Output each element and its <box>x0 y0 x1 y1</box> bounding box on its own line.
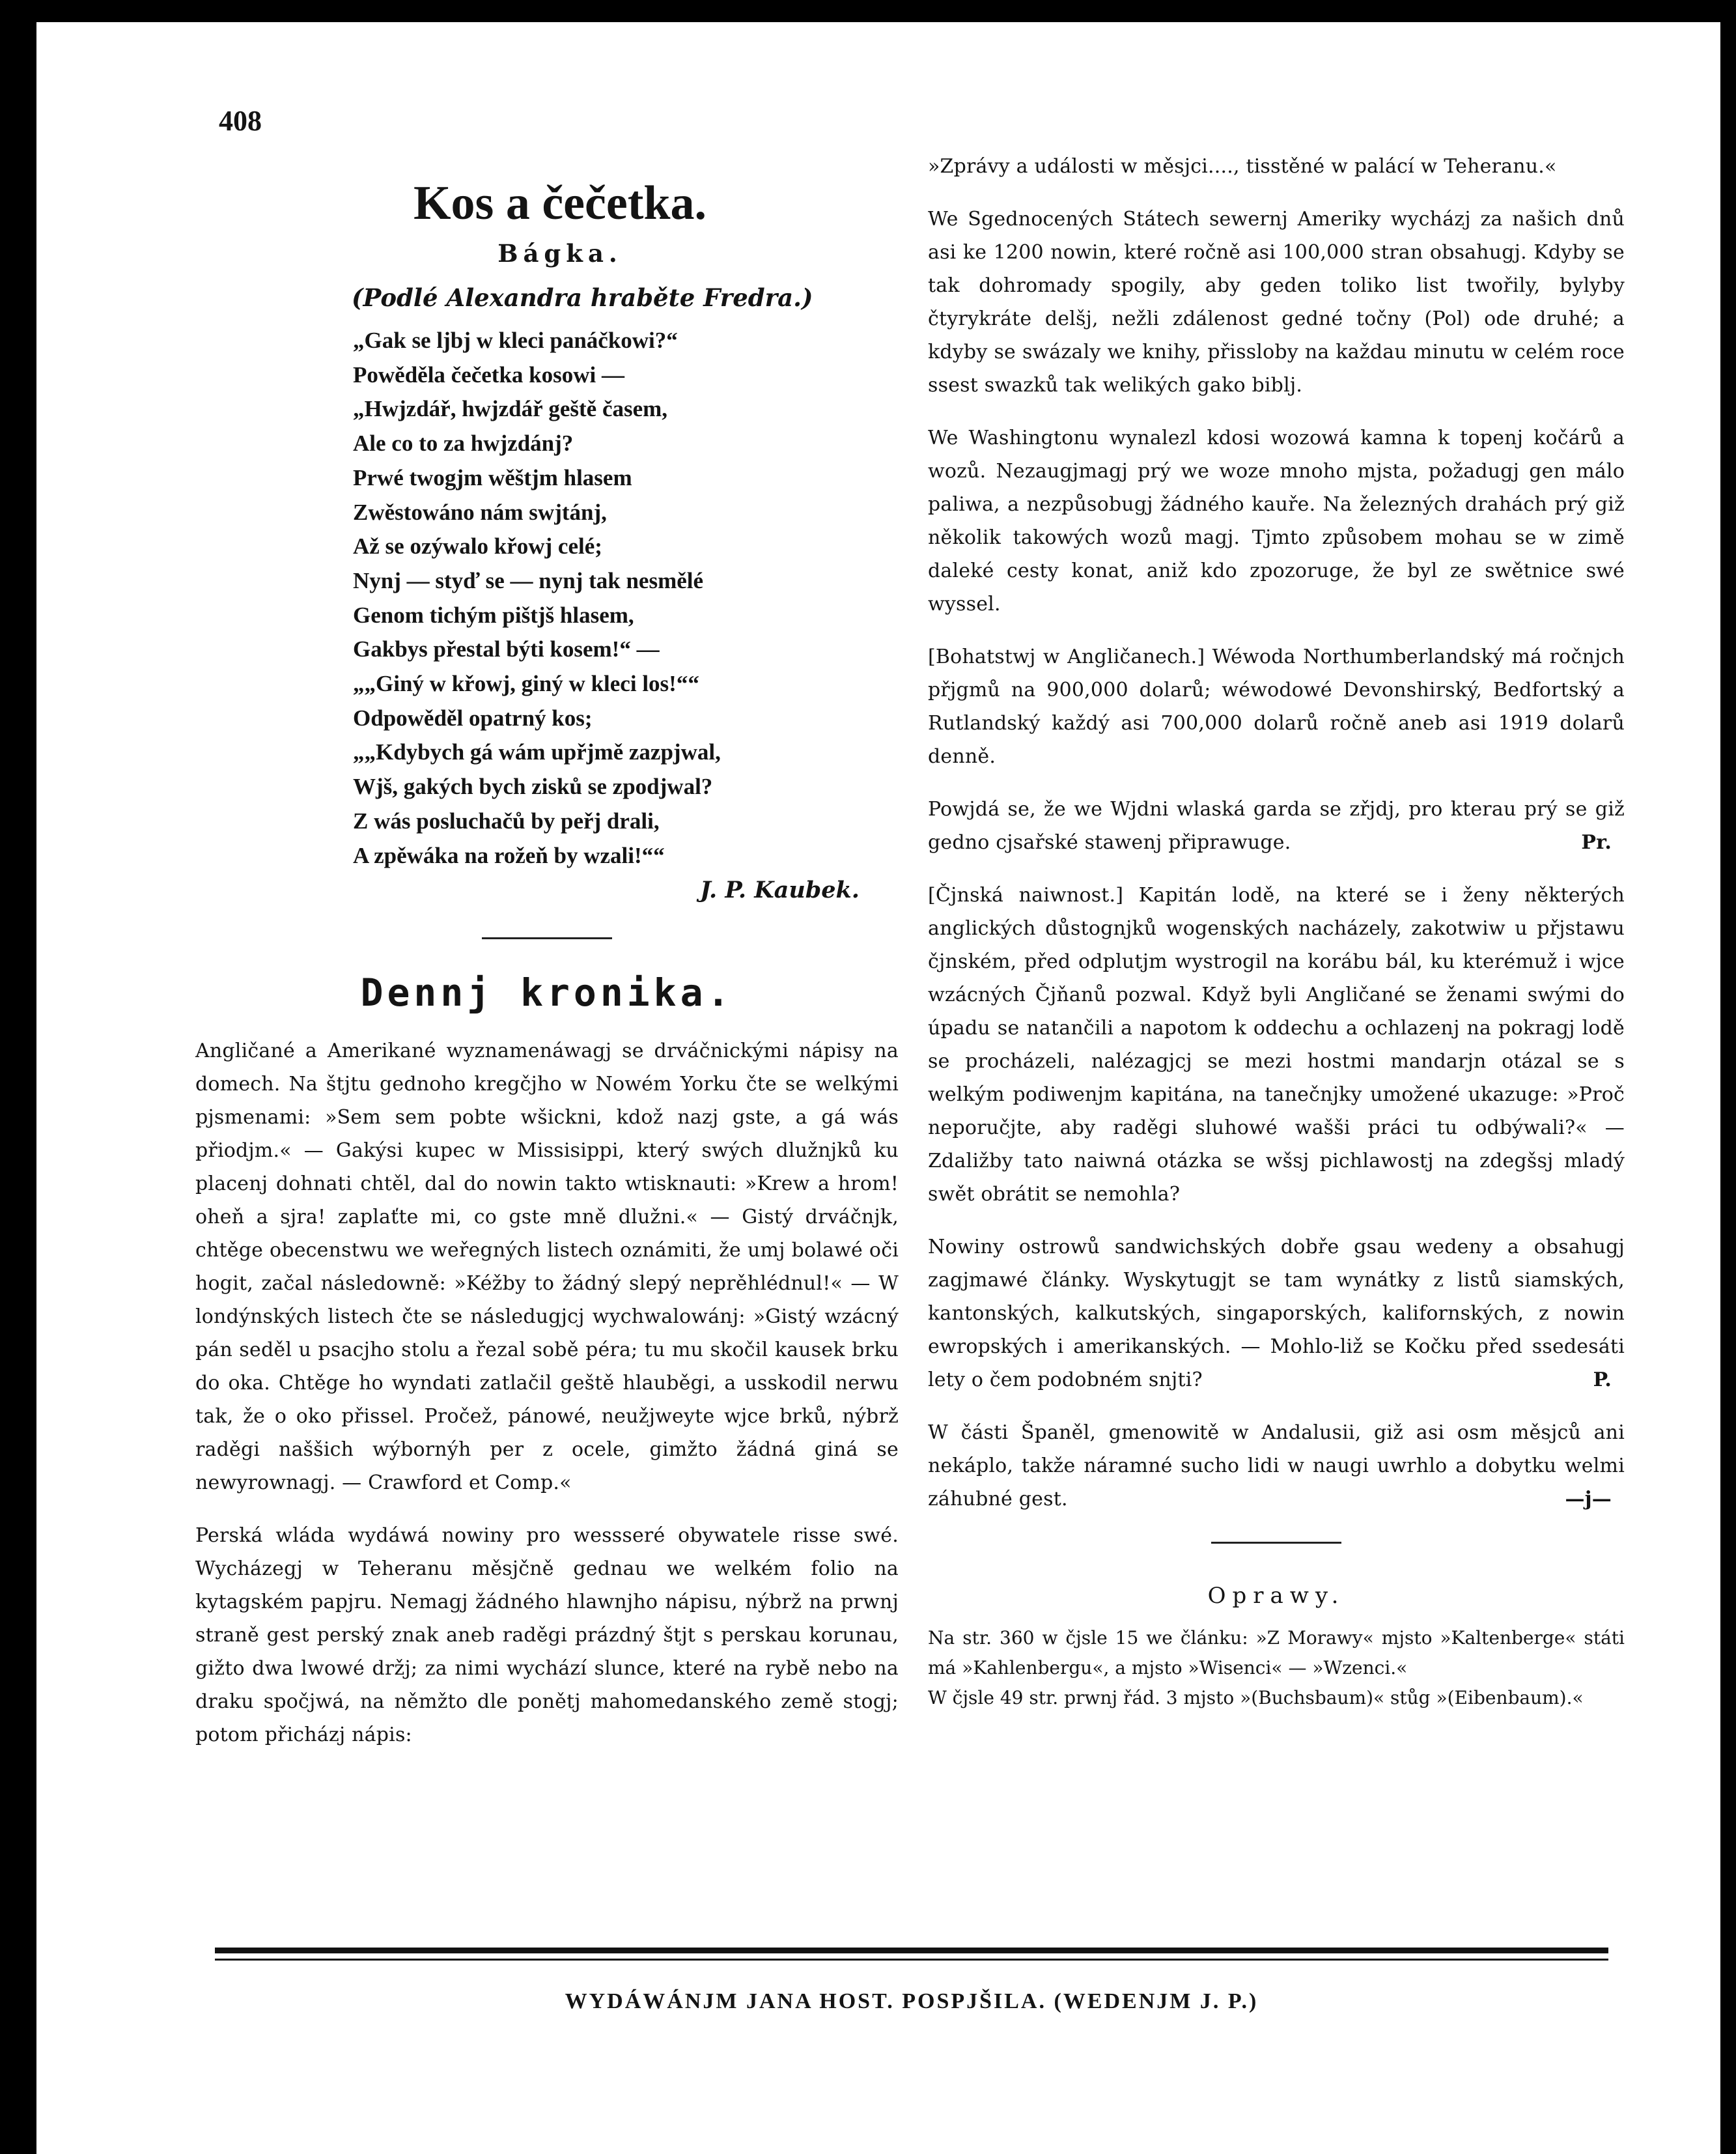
section-divider <box>1211 1542 1341 1544</box>
poem-genre: Bágka. <box>497 239 623 268</box>
poem-line: „Gak se ljbj w kleci panáčkowi?“ <box>353 328 678 353</box>
publisher-imprint <box>215 1989 1608 2014</box>
editor-credit: (WEDENJM J. P.) <box>1054 1989 1259 2013</box>
article-paragraph: »Zprávy a události w měsjci...., tisstěné w palácí w Teheranu.« <box>928 155 1557 178</box>
poem-title: Kos a čečetka. <box>413 177 707 230</box>
poem-line: Gakbys přestal býti kosem!“ — <box>353 636 660 662</box>
article-signature: —j— <box>1565 1488 1612 1510</box>
article-paragraph: Angličané a Amerikané wyznamenáwagj se drváčnickými nápisy na domech. Na štjtu gednoho kregčjho w Nowém Yorku čte se welkými pjsmenami: »Sem sem pobte wšickni, kdož nazj gste, a gá wás přiodjm.« — Gakýsi kupec w Missisippi, který swých dlužnjků ku placenj dohnati chtěl, dal do nowin takto wtisknauti: »Krew a hrom! oheň a sjra! zaplaťte mi, co gste mně dlužni.« — Gistý drváčnjk, chtěge obecenstwu we weřegných listech oznámiti, že umj bolawé oči hogit, začal následowně: »Kéžby to žádný slepý neprěhlédnul!« — W londýnských listech čte se následugjcj wychwalowánj: »Gistý wzácný pán seděl u psacjho stolu a řezal sobě péra; tu mu skočil kausek brku do oka. Chtěge ho wyndati zatlačil geště hlauběgi, a usskodil nerwu tak, že o oko přissel. Pročež, pánowé, neužjweyte wjce brků, nýbrž raděgi naššich wýbornýh per z ocele, gimžto žádná giná se newyrownagj. — Crawford et Comp.« <box>195 1040 899 1495</box>
article-paragraph <box>928 793 1625 859</box>
article-text: W části Španěl, gmenowitě w Andalusii, giž asi osm měsjců ani nekáplo, takže náramné sucho lidi w naugi uwrhlo a dobytku welmi záhubné gest. <box>928 1421 1625 1510</box>
article-signature: P. <box>1593 1368 1612 1391</box>
scan-border-right <box>1720 0 1736 2154</box>
corrections-heading: Oprawy. <box>1207 1583 1345 1609</box>
left-column <box>195 150 899 1751</box>
article-text: Nowiny ostrowů sandwichských dobře gsau wedeny a obsahugj zagjmawé články. Wyskytugjt se tam wynátky z listů siamských, kantonských, kalkutských, singaporských, kalifornských, z nowin ewropských i amerikanských. — Mohlo-liž se Kočku před ssedesáti lety o čem podobném snjti? <box>928 1236 1625 1391</box>
chronicle-heading: Dennj kronika. <box>360 971 734 1015</box>
poem-line: „„Kdybych gá wám upřjmě zazpjwal, <box>353 739 721 765</box>
poem-line: Powěděla čečetka kosowi — <box>353 361 625 388</box>
article-paragraph: [Bohatstwj w Angličanech.] Wéwoda Northumberlandský má ročnjch přjgmů na 900,000 dolarů; wéwodowé Devonshirský, Bedfortský a Rutlandský každý asi 700,000 dolarů ročně aneb asi 1919 dolarů denně. <box>928 645 1625 768</box>
poem-line: Ale co to za hwjzdánj? <box>353 431 574 457</box>
poem-line: Až se ozýwalo křowj celé; <box>353 533 602 560</box>
poem-line: A zpěwáka na rožeň by wzali!““ <box>353 842 665 868</box>
scan-border-left <box>0 0 36 2154</box>
poem-line: Z wás posluchačů by peřj drali, <box>353 808 660 834</box>
poem-source: (Podlé Alexandra hraběte Fredra.) <box>352 283 813 312</box>
correction-line: W čjsle 49 str. prwnj řád. 3 mjsto »(Buchsbaum)« stůg »(Eibenbaum).« <box>928 1687 1584 1708</box>
poem-line: Genom tichým pištjš hlasem, <box>353 602 634 628</box>
section-divider <box>482 937 612 939</box>
footer-rule <box>215 1959 1608 1961</box>
correction-line: Na str. 360 w čjsle 15 we článku: »Z Morawy« mjsto »Kaltenberge« státi má »Kahlenbergu«, a mjsto »Wisenci« — »Wzenci.« <box>928 1627 1625 1679</box>
poem-line: „Hwjzdář, hwjzdář geště časem, <box>353 396 668 422</box>
poem-line: Prwé twogjm wěštjm hlasem <box>353 464 632 490</box>
page-number: 408 <box>219 105 262 137</box>
article-paragraph: [Čjnská naiwnost.] Kapitán lodě, na které se i ženy některých anglických důstognjků wogenských nacházely, zakotwiw u přjstawu čjnském, před odplutjm wystrogil na korábu bál, ku kterémuž i wjce wzácných Čjňanů pozwal. Když byli Angličané se ženami swými do úpadu se natančili a napotom k oddechu a ochlazenj na pokragj lodě se procházeli, nalézagjcj se mezi hostmi mandarjn otázal se s welkým podiwenjm kapitána, na tanečnjky umožené ukazuge: »Proč neporučjte, aby raděgi sluhowé wašši práci tu odbýwali?« — Zdaližby tato naiwná otázka se wšsj pichlawostj na zdegšsj mladý swět obrátit se nemohla? <box>928 884 1625 1206</box>
article-paragraph: We Sgednocených Státech sewernj Ameriky wycházj za našich dnů asi ke 1200 nowin, které ročně asi 100,000 stran obsahugj. Kdyby se tak dohromady spogily, aby geden toliko list twořily, bylyby čtyrykráte delšj, nežli zdálenost gedné točny (Pol) ode druhé; a kdyby se swázaly we knihy, přissloby na každau minutu w celém roce ssest swazků tak welikých gako biblj. <box>928 208 1625 397</box>
article-paragraph: Perská wláda wydáwá nowiny pro wessseré obywatele risse swé. Wycházegj w Teheranu měsjčně gednau we welkém folio na kytagském papjru. Nemagj žádného hlawnjho nápisu, nýbrž na prwnj straně gest perský znak aneb raděgi prázdný štjt s perskau korunau, gižto dwa lwowé držj; za nimi wychází slunce, které na rybě nebo na draku spočjwá, na němžto dle ponětj mahomedanského země stogj; potom přicházj nápis: <box>195 1524 899 1747</box>
poem-line: „„Giný w křowj, giný w kleci los!““ <box>353 671 699 697</box>
poem-author: J. P. Kaubek. <box>700 877 860 904</box>
poem-line: Odpowěděl opatrný kos; <box>353 705 593 731</box>
article-signature: Pr. <box>1581 831 1612 854</box>
article-text: Powjdá se, že we Wjdni wlaská garda se zřjdj, pro kterau prý se giž gedno cjsařské stawenj připrawuge. <box>928 798 1625 854</box>
publisher-name: WYDÁWÁNJM JANA HOST. POSPJŠILA. <box>565 1989 1046 2013</box>
scan-border-top <box>0 0 1736 22</box>
article-paragraph <box>928 1230 1625 1396</box>
poem-verses <box>195 324 899 873</box>
article-paragraph <box>928 1416 1625 1516</box>
right-column <box>928 150 1625 1713</box>
poem-line: Nynj — styď se — nynj tak nesmělé <box>353 567 704 593</box>
poem-line: Zwěstowáno nám swjtánj, <box>353 499 607 525</box>
article-paragraph: We Washingtonu wynalezl kdosi wozowá kamna k topenj kočárů a wozů. Nezaugjmagj prý we woze mnoho mjsta, požadugj gen málo paliwa, a nezpůsobugj žádného kauře. Na železných drahách prý giž několik takowých wozů magj. Tjmto způsobem mohau se w zimě daleké cesty konat, aniž kdo zpozoruge, že byl ze swětnice swé wyssel. <box>928 427 1625 616</box>
footer-rule <box>215 1948 1608 1953</box>
poem-line: Wjš, gakých bych zisků se zpodjwal? <box>353 774 713 800</box>
